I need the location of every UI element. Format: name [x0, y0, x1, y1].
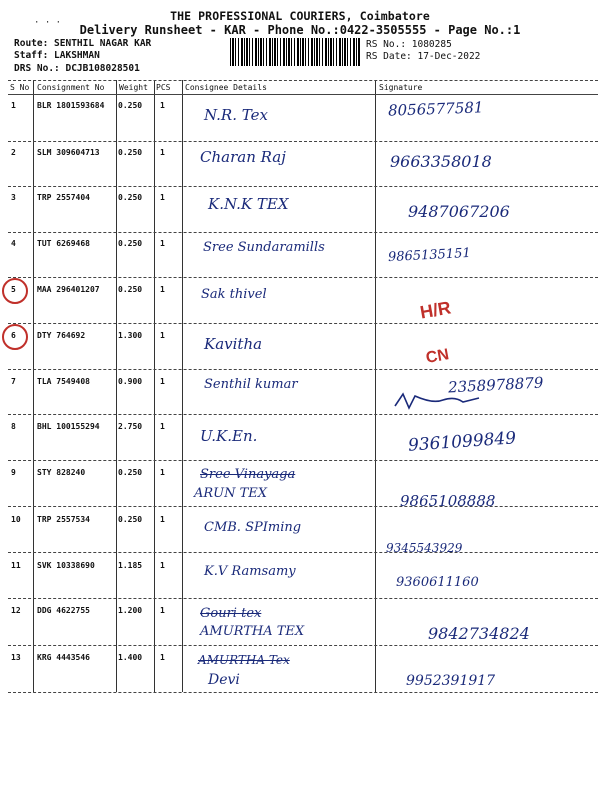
row-pcs: 1 — [160, 331, 165, 340]
col-divider — [154, 80, 155, 692]
col-header-signature: Signature — [379, 83, 423, 92]
row-consignment-no: KRG 4443546 — [37, 653, 90, 662]
row-sno: 8 — [11, 422, 16, 431]
row-weight: 0.250 — [118, 148, 143, 157]
row-pcs: 1 — [160, 468, 165, 477]
row-consignee-struck: Gouri tex — [200, 606, 262, 621]
row-consignee-handwritten: Charan Raj — [200, 148, 286, 166]
route-label: Route: SENTHIL NAGAR KAR — [14, 38, 152, 49]
row-signature: 9865108888 — [400, 492, 496, 510]
signature-scribble — [393, 390, 483, 412]
row-consignment-no: TRP 2557534 — [37, 515, 90, 524]
row-consignee-handwritten: Devi — [208, 672, 240, 688]
row-separator — [8, 414, 598, 415]
col-divider — [375, 80, 376, 692]
row-pcs: 1 — [160, 285, 165, 294]
row-consignee-struck: Sree Vinayaga — [200, 467, 296, 482]
row-pcs: 1 — [160, 422, 165, 431]
row-consignee-handwritten: Sak thivel — [201, 287, 267, 302]
row-consignment-no: BHL 100155294 — [37, 422, 100, 431]
row-separator — [8, 460, 598, 461]
row-separator — [8, 692, 598, 693]
row-separator — [8, 645, 598, 646]
row-weight: 0.250 — [118, 101, 143, 110]
row-sno: 4 — [11, 239, 16, 248]
header-dots: · · · — [34, 18, 62, 28]
row-signature-status: H/R — [418, 297, 453, 323]
row-sno: 9 — [11, 468, 16, 477]
row-pcs: 1 — [160, 239, 165, 248]
row-weight: 0.250 — [118, 515, 143, 524]
row-signature: 9865135151 — [387, 245, 472, 266]
row-pcs: 1 — [160, 101, 165, 110]
report-title: THE PROFESSIONAL COURIERS, Coimbatore — [170, 9, 430, 23]
col-header-consignee: Consignee Details — [185, 83, 267, 92]
col-divider — [33, 80, 34, 692]
row-pcs: 1 — [160, 377, 165, 386]
row-consignment-no: STY 828240 — [37, 468, 86, 477]
rs-number: RS No.: 1080285 — [366, 39, 452, 50]
staff-label: Staff: LAKSHMAN — [14, 50, 100, 61]
col-header-weight: Weight — [119, 83, 148, 92]
row-sno: 6 — [11, 331, 16, 340]
row-consignee-handwritten: CMB. SPIming — [204, 520, 302, 535]
rs-date: RS Date: 17-Dec-2022 — [366, 51, 481, 62]
row-separator — [8, 506, 598, 507]
col-header-pcs: PCS — [156, 83, 171, 92]
row-consignee-handwritten: K.N.K TEX — [208, 195, 289, 213]
header-rule — [8, 94, 598, 95]
row-separator — [8, 232, 598, 233]
row-consignment-no: DDG 4622755 — [37, 606, 90, 615]
row-consignee-handwritten: N.R. Tex — [204, 106, 268, 124]
row-consignee-handwritten: U.K.En. — [200, 427, 258, 445]
row-sno: 13 — [11, 653, 21, 662]
row-consignee-struck: AMURTHA Tex — [198, 653, 290, 667]
row-consignment-no: BLR 1801593684 — [37, 101, 105, 110]
row-consignment-no: MAA 296401207 — [37, 285, 100, 294]
row-signature: 9360611160 — [396, 575, 479, 590]
barcode — [230, 38, 360, 66]
row-weight: 0.250 — [118, 468, 143, 477]
row-weight: 0.250 — [118, 285, 143, 294]
row-separator — [8, 141, 598, 142]
row-weight: 1.300 — [118, 331, 143, 340]
row-consignee-handwritten: Senthil kumar — [204, 377, 298, 392]
row-pcs: 1 — [160, 148, 165, 157]
row-consignment-no: SVK 10338690 — [37, 561, 95, 570]
row-consignee-handwritten: ARUN TEX — [194, 486, 268, 501]
runsheet-table — [8, 80, 598, 770]
row-consignee-handwritten: Sree Sundaramills — [203, 240, 325, 255]
row-separator — [8, 186, 598, 187]
row-consignment-no: TUT 6269468 — [37, 239, 90, 248]
row-weight: 0.250 — [118, 239, 143, 248]
row-weight: 0.250 — [118, 193, 143, 202]
row-consignment-no: TRP 2557404 — [37, 193, 90, 202]
row-pcs: 1 — [160, 515, 165, 524]
row-pcs: 1 — [160, 561, 165, 570]
row-signature: 9842734824 — [428, 624, 530, 643]
row-sno: 3 — [11, 193, 16, 202]
row-consignee-handwritten: AMURTHA TEX — [200, 624, 305, 639]
row-consignee-handwritten: Kavitha — [204, 335, 263, 353]
row-separator — [8, 552, 598, 553]
row-sno: 5 — [11, 285, 16, 294]
row-pcs: 1 — [160, 653, 165, 662]
row-separator — [8, 323, 598, 324]
row-signature-status: CN — [424, 346, 451, 367]
row-weight: 1.400 — [118, 653, 143, 662]
row-sno: 2 — [11, 148, 16, 157]
row-consignment-no: TLA 7549408 — [37, 377, 90, 386]
row-separator — [8, 598, 598, 599]
row-consignment-no: DTY 764692 — [37, 331, 86, 340]
row-weight: 1.185 — [118, 561, 143, 570]
row-signature: 8056577581 — [387, 98, 484, 120]
col-divider — [182, 80, 183, 692]
row-separator — [8, 277, 598, 278]
row-pcs: 1 — [160, 193, 165, 202]
row-signature: 9345543929 — [386, 541, 463, 555]
row-sno: 11 — [11, 561, 21, 570]
row-weight: 0.900 — [118, 377, 143, 386]
row-signature: 9361099849 — [407, 428, 517, 456]
row-sno: 1 — [11, 101, 16, 110]
row-pcs: 1 — [160, 606, 165, 615]
row-sno: 7 — [11, 377, 16, 386]
col-divider — [116, 80, 117, 692]
row-separator — [8, 369, 598, 370]
row-weight: 2.750 — [118, 422, 143, 431]
row-sno: 10 — [11, 515, 21, 524]
col-header-sno: S No — [10, 83, 30, 92]
row-weight: 1.200 — [118, 606, 143, 615]
table-top-line — [8, 80, 598, 81]
row-signature: 9952391917 — [406, 673, 496, 689]
drs-label: DRS No.: DCJB108028501 — [14, 63, 140, 74]
row-sno: 12 — [11, 606, 21, 615]
row-consignee-handwritten: K.V Ramsamy — [204, 564, 296, 579]
col-header-consignment: Consignment No — [37, 83, 105, 92]
row-consignment-no: SLM 309604713 — [37, 148, 100, 157]
row-signature: 2358978879 — [447, 373, 544, 397]
row-signature: 9663358018 — [390, 152, 492, 171]
row-signature: 9487067206 — [408, 202, 510, 221]
report-subtitle: Delivery Runsheet - KAR - Phone No.:0422-3505555 - Page No.:1 — [79, 23, 521, 37]
